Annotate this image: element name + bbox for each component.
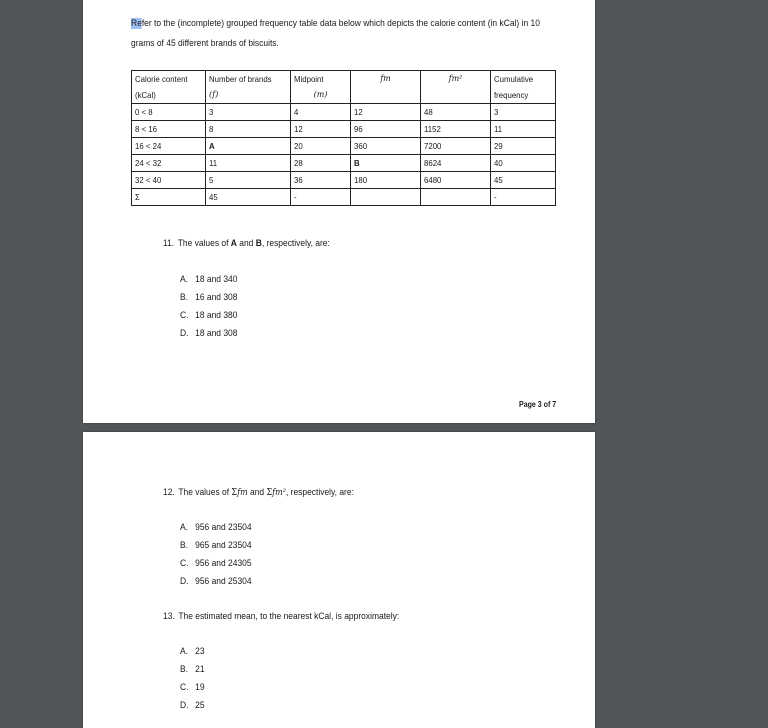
cell-fm-squared: 7200 [421, 138, 491, 155]
cell-midpoint: 28 [291, 155, 351, 172]
option-text: 18 and 380 [195, 310, 238, 321]
cell-frequency-total: 45 [206, 189, 291, 206]
cell-fm: 12 [351, 104, 421, 121]
cell-frequency: 8 [206, 121, 291, 138]
option-text: 956 and 24305 [195, 558, 252, 569]
header-unit: (kCal) [135, 90, 156, 100]
cell-cumulative-frequency: 45 [491, 172, 556, 189]
header-symbol: (f) [209, 90, 219, 99]
option-letter: A. [180, 274, 188, 285]
option-letter: A. [180, 646, 188, 657]
header-fm-squared [421, 71, 491, 104]
frequency-table [131, 70, 556, 206]
table-row [132, 138, 556, 155]
table-row [132, 121, 556, 138]
option-text: 956 and 25304 [195, 576, 252, 587]
cell-fm-squared: 8624 [421, 155, 491, 172]
math-variable: fm² [272, 488, 286, 498]
question-number: 12. [163, 487, 175, 498]
option-text: 18 and 308 [195, 328, 238, 339]
question-text: The estimated mean, to the nearest kCal, is approximately: [178, 611, 400, 622]
option-letter: C. [180, 310, 189, 321]
question-13 [163, 611, 399, 623]
cell-fm-squared-total [421, 189, 491, 206]
q12-option-d [180, 576, 252, 588]
cell-fm: 180 [351, 172, 421, 189]
cell-cumulative-frequency: 3 [491, 104, 556, 121]
cell-frequency: 5 [206, 172, 291, 189]
table-row [132, 172, 556, 189]
table-total-row [132, 189, 556, 206]
cell-midpoint: 36 [291, 172, 351, 189]
cell-midpoint: - [291, 189, 351, 206]
cell-calorie-range: 32 < 40 [132, 172, 206, 189]
table-row [132, 104, 556, 121]
variable-a: A [230, 238, 237, 249]
option-text: 19 [195, 682, 205, 693]
sum-symbol: Σ [266, 488, 273, 498]
header-label: Number of brands [209, 74, 272, 84]
q11-option-d [180, 328, 237, 340]
question-text: The values of [177, 238, 231, 249]
q13-option-d [180, 700, 205, 712]
option-letter: C. [180, 558, 189, 569]
variable-b: B [255, 238, 262, 249]
cell-cumulative-frequency: 40 [491, 155, 556, 172]
option-text: 16 and 308 [195, 292, 238, 303]
option-text: 956 and 23504 [195, 522, 252, 533]
option-text: 25 [195, 700, 205, 711]
option-letter: B. [180, 664, 188, 675]
q12-option-a [180, 522, 252, 534]
header-label: Cumulative [494, 74, 534, 84]
table-row [132, 155, 556, 172]
cell-calorie-range: 8 < 16 [132, 121, 206, 138]
q11-option-b [180, 292, 237, 304]
intro-line-2: grams of 45 different brands of biscuits. [131, 38, 279, 49]
table-header-row [132, 71, 556, 104]
question-11 [163, 238, 330, 250]
cell-calorie-range: 24 < 32 [132, 155, 206, 172]
question-text: , respectively, are: [261, 238, 330, 249]
q11-option-c [180, 310, 237, 322]
option-text: 18 and 340 [195, 274, 238, 285]
header-symbol: fm [380, 74, 391, 83]
option-letter: A. [180, 522, 188, 533]
cell-frequency-unknown-a: A [206, 138, 291, 155]
sum-symbol: Σ [231, 488, 238, 498]
cell-cumulative-frequency: - [491, 189, 556, 206]
header-cumulative-frequency [491, 71, 556, 104]
question-text: The values of [178, 487, 232, 498]
question-number: 13. [163, 611, 175, 622]
cell-cumulative-frequency: 29 [491, 138, 556, 155]
cell-fm-total [351, 189, 421, 206]
q12-option-b [180, 540, 252, 552]
header-midpoint [291, 71, 351, 104]
option-text: 965 and 23504 [195, 540, 252, 551]
option-letter: D. [180, 576, 189, 587]
question-text: , respectively, are: [285, 487, 354, 498]
pdf-page-4 [83, 432, 595, 728]
cell-frequency: 11 [206, 155, 291, 172]
header-symbol: (m) [313, 90, 328, 99]
q13-option-c [180, 682, 205, 694]
cell-fm-squared: 6480 [421, 172, 491, 189]
cell-calorie-range: 0 < 8 [132, 104, 206, 121]
cell-midpoint: 20 [291, 138, 351, 155]
cell-calorie-range: 16 < 24 [132, 138, 206, 155]
selected-text: Re [131, 18, 142, 29]
option-text: 23 [195, 646, 205, 657]
question-text: and [247, 487, 267, 498]
pdf-page-3 [83, 0, 595, 423]
cell-cumulative-frequency: 11 [491, 121, 556, 138]
cell-fm-squared: 48 [421, 104, 491, 121]
cell-midpoint: 12 [291, 121, 351, 138]
header-symbol: fm² [448, 74, 463, 83]
intro-line-1 [131, 18, 540, 30]
q13-option-a [180, 646, 205, 658]
header-calorie-content [132, 71, 206, 104]
question-text: and [236, 238, 256, 249]
cell-fm-unknown-b: B [351, 155, 421, 172]
question-12 [163, 487, 354, 499]
option-letter: C. [180, 682, 189, 693]
cell-fm: 96 [351, 121, 421, 138]
q12-option-c [180, 558, 252, 570]
cell-sum-symbol: Σ [132, 189, 206, 206]
intro-text: fer to the (incomplete) grouped frequency table data below which depicts the calorie content (in kCal) in 10 [141, 18, 540, 29]
cell-fm: 360 [351, 138, 421, 155]
q11-option-a [180, 274, 237, 286]
cell-fm-squared: 1152 [421, 121, 491, 138]
page-number-label: Page 3 of 7 [519, 400, 557, 409]
option-letter: D. [180, 700, 189, 711]
math-variable: fm [237, 488, 248, 498]
header-label: frequency [494, 90, 529, 100]
cell-frequency: 3 [206, 104, 291, 121]
header-label: Midpoint [294, 74, 324, 84]
option-letter: B. [180, 292, 188, 303]
header-label: Calorie content [135, 74, 188, 84]
question-number: 11. [163, 238, 175, 249]
option-letter: B. [180, 540, 188, 551]
option-letter: D. [180, 328, 189, 339]
option-text: 21 [195, 664, 205, 675]
header-fm [351, 71, 421, 104]
cell-midpoint: 4 [291, 104, 351, 121]
header-number-of-brands [206, 71, 291, 104]
q13-option-b [180, 664, 205, 676]
